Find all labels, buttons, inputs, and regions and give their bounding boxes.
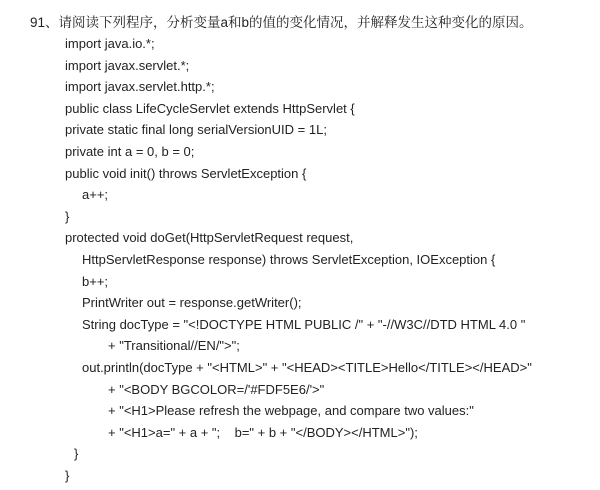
code-line: public void init() throws ServletException {	[65, 166, 307, 181]
code-line: PrintWriter out = response.getWriter();	[82, 295, 302, 310]
code-line: out.println(docType + "<HTML>" + "<HEAD><TITLE>Hello</TITLE></HEAD>"	[82, 360, 532, 375]
code-line: import javax.servlet.http.*;	[65, 79, 215, 94]
code-line: a++;	[82, 187, 109, 202]
code-line: + "<H1>Please refresh the webpage, and compare two values:"	[108, 403, 474, 418]
question-title: 91、请阅读下列程序，分析变量a和b的值的变化情况，并解释发生这种变化的原因。	[30, 15, 533, 30]
code-line: private static final long serialVersionUID = 1L;	[65, 122, 327, 137]
code-line: import javax.servlet.*;	[65, 58, 190, 73]
code-line: + "<BODY BGCOLOR=/'#FDF5E6/'>"	[108, 382, 325, 397]
code-line: }	[65, 209, 70, 224]
code-line: HttpServletResponse response) throws ServletException, IOException {	[82, 252, 496, 267]
code-line: b++;	[82, 274, 109, 289]
code-line: + "Transitional//EN/">";	[108, 338, 240, 353]
code-line: public class LifeCycleServlet extends HttpServlet {	[65, 101, 355, 116]
code-line: import java.io.*;	[65, 36, 155, 51]
code-line: private int a = 0, b = 0;	[65, 144, 195, 159]
code-line: String docType = "<!DOCTYPE HTML PUBLIC /" + "-//W3C//DTD HTML 4.0 "	[82, 317, 526, 332]
code-line: + "<H1>a=" + a + "; b=" + b + "</BODY></HTML>");	[108, 425, 418, 440]
code-line: protected void doGet(HttpServletRequest request,	[65, 230, 354, 245]
code-line: }	[65, 468, 70, 483]
code-line: }	[74, 446, 79, 461]
